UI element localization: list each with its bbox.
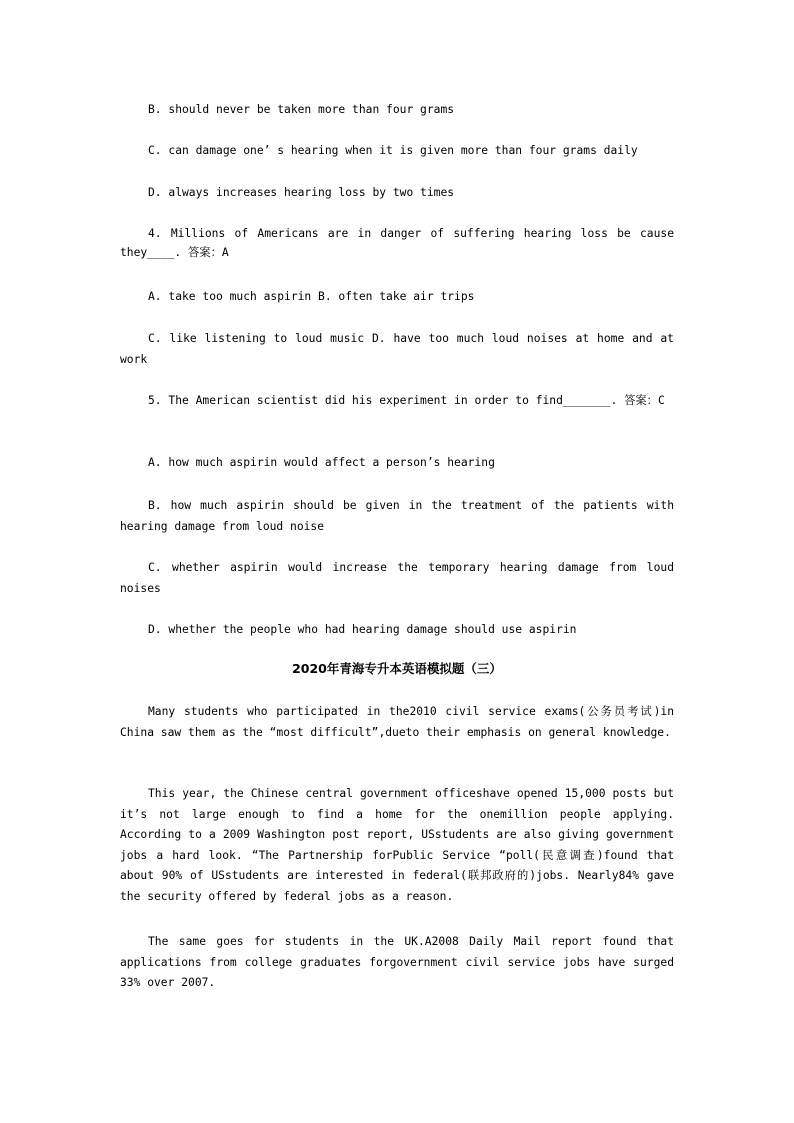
q3-option-b: B. should never be taken more than four grams: [148, 103, 455, 116]
q3-option-d: D. always increases hearing loss by two times: [148, 186, 455, 199]
q5-option-c: C. whether aspirin would increase the temporary hearing damage from loud noises: [120, 561, 674, 595]
q4-question: 4. Millions of Americans are in danger of suffering hearing loss be cause they____. 答案：A: [120, 227, 674, 259]
q5-option-b: B. how much aspirin should be given in the treatment of the patients with hearing damage from loud noise: [120, 499, 674, 533]
q5-option-a: A. how much aspirin would affect a person’s hearing: [148, 456, 495, 469]
passage-paragraph-2: This year, the Chinese central government officeshave opened 15,000 posts but it’s not large enough to find a home for the onemillion people applying. According to a 2009 Washington post report, USstudents are also giving government jobs a hard look. “The Partnership forPublic Service “poll(民意调查)found that about 90% of USstudents are interested in federal(联邦政府的)jobs. Nearly84% gave the security offered by federal jobs as a reason.: [120, 787, 674, 903]
section-title: 2020年青海专升本英语模拟题（三）: [292, 661, 502, 676]
passage-paragraph-3: The same goes for students in the UK.A2008 Daily Mail report found that applications from college graduates forgovernment civil service jobs have surged 33% over 2007.: [120, 935, 674, 989]
q5-option-d: D. whether the people who had hearing damage should use aspirin: [148, 623, 577, 636]
q4-option-cd: C. like listening to loud music D. have too much loud noises at home and at work: [120, 332, 674, 366]
passage-paragraph-1: Many students who participated in the2010 civil service exams(公务员考试)in China saw them as the “most difficult”,dueto their emphasis on general knowledge.: [120, 705, 674, 739]
q5-question: 5. The American scientist did his experiment in order to find_______. 答案：C: [148, 394, 665, 407]
q4-option-ab: A. take too much aspirin B. often take air trips: [148, 290, 475, 303]
q3-option-c: C. can damage one’ s hearing when it is given more than four grams daily: [148, 144, 638, 157]
